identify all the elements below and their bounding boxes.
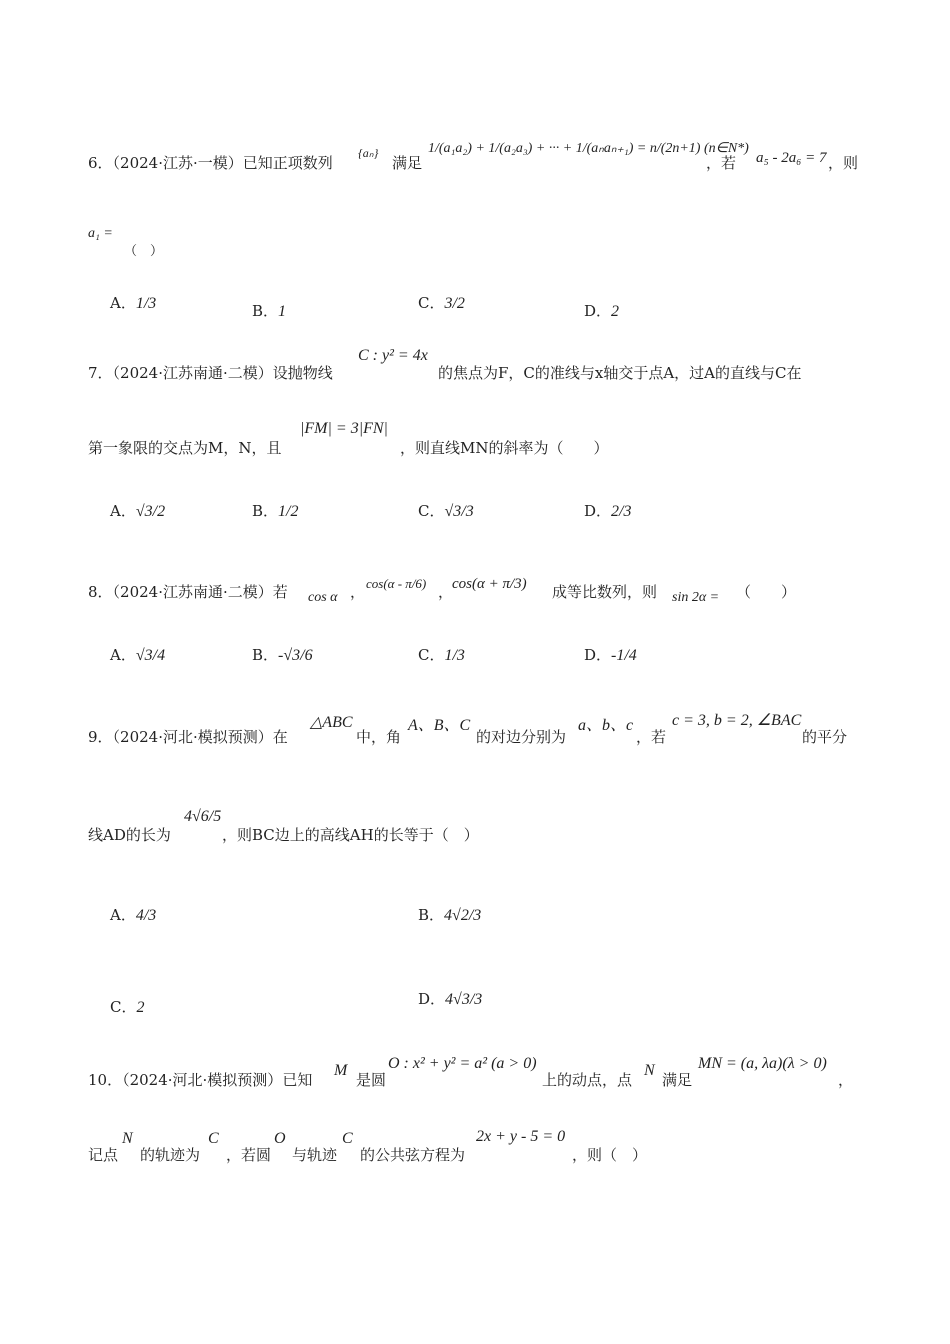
q7-option-b-value: 1/2 (278, 503, 299, 520)
q8-option-a-label: A． (110, 646, 136, 664)
q10-point-m: M (334, 1062, 348, 1079)
q9-option-d[interactable] (418, 988, 482, 1009)
q8-expr-1: cos α (308, 590, 338, 605)
q10-line2-e: 的公共弦方程为 (360, 1146, 466, 1164)
q10-circle: O : x² + y² = a² (a > 0) (388, 1055, 537, 1072)
q9-option-c-label: C． (110, 998, 137, 1016)
q6-text-3: ，若 (706, 154, 737, 172)
q6-option-d-value: 2 (611, 303, 620, 320)
q8-option-d-value: -1/4 (611, 647, 637, 664)
q6-option-a[interactable] (110, 292, 156, 313)
q6-option-b-value: 1 (278, 303, 287, 320)
q10-source: （2024·河北·模拟预测） (122, 1071, 283, 1089)
q9-option-a-label: A． (110, 906, 136, 924)
q9-line1 (88, 726, 288, 747)
q9-option-d-label: D． (418, 990, 446, 1008)
q7-curve: C : y² = 4x (358, 347, 428, 364)
q8-option-c-value: 1/3 (444, 647, 465, 664)
q8-text-1: 若 (272, 583, 288, 601)
q8-sep-1: ， (350, 583, 366, 601)
q7-option-c-label: C． (418, 502, 445, 520)
q8-number: 8． (88, 583, 113, 601)
q7-condition: |FM| = 3|FN| (300, 420, 388, 437)
q9-length: 4√6/5 (184, 808, 222, 825)
q6-option-d[interactable] (584, 300, 619, 321)
q10-vector: MN = (a, λa)(λ > 0) (698, 1055, 827, 1072)
q6-number: 6． (88, 154, 113, 172)
q7-option-b-label: B． (252, 502, 279, 520)
q8-source: （2024·江苏南通·二模） (112, 583, 273, 601)
q8-option-b[interactable] (252, 644, 313, 665)
q9-option-b-value: 4√2/3 (444, 907, 482, 924)
q8-option-d[interactable] (584, 644, 637, 665)
q6-option-d-label: D． (584, 302, 612, 320)
q9-source: （2024·河北·模拟预测） (112, 728, 273, 746)
q6-option-c-label: C． (418, 294, 445, 312)
q10-text-1: 已知 (282, 1071, 313, 1089)
q9-angles: A、B、C (408, 717, 471, 734)
q7-text-1: 设抛物线 (272, 364, 333, 382)
q8-option-c-label: C． (418, 646, 445, 664)
q7-option-d-value: 2/3 (611, 503, 632, 520)
q8-line1 (88, 581, 288, 602)
q6-option-a-value: 1/3 (135, 295, 157, 312)
q10-line2-c: C (208, 1130, 219, 1147)
q9-triangle: △ABC (310, 714, 353, 731)
q9-text-3: 的对边分别为 (476, 728, 567, 746)
q10-text-4: 满足 (662, 1071, 693, 1089)
q10-line2-a: 记点 (88, 1146, 119, 1164)
q8-option-a-value: √3/4 (135, 647, 166, 664)
q9-number: 9． (88, 728, 113, 746)
q9-text-4: ，若 (636, 728, 667, 746)
q6-ask: a₁ = (88, 226, 113, 241)
q8-expr-2: cos(α - π/6) (366, 576, 427, 591)
q8-option-b-label: B． (252, 646, 279, 664)
q7-option-d-label: D． (584, 502, 612, 520)
q10-line2-b: 的轨迹为 (140, 1146, 201, 1164)
q8-option-d-label: D． (584, 646, 612, 664)
q6-source: （2024·江苏·一模） (112, 154, 243, 172)
q9-option-c[interactable] (110, 996, 144, 1017)
q7-number: 7． (88, 364, 113, 382)
q9-condition: c = 3, b = 2, ∠BAC (672, 712, 802, 729)
q9-text-5: 的平分 (802, 728, 848, 746)
q8-option-b-value: -√3/6 (278, 647, 313, 664)
q10-point-n: N (644, 1062, 655, 1079)
q9-option-b-label: B． (418, 906, 445, 924)
q9-option-d-value: 4√3/3 (445, 991, 483, 1008)
q10-text-2: 是圆 (356, 1071, 387, 1089)
q9-option-b[interactable] (418, 904, 481, 925)
q6-paren: （ ） (124, 244, 164, 259)
q8-ask: sin 2α = (672, 590, 720, 605)
q6-option-c-value: 3/2 (444, 295, 465, 312)
q6-line1 (88, 152, 333, 173)
q10-line1 (88, 1069, 312, 1090)
q6-option-c[interactable] (418, 292, 465, 313)
q8-option-a[interactable] (110, 644, 165, 665)
q8-option-c[interactable] (418, 644, 465, 665)
q6-option-a-label: A． (110, 294, 136, 312)
q10-line2-n: N (122, 1130, 133, 1147)
q7-line1 (88, 362, 333, 383)
q7-text-2: 的焦点为F，C的准线与x轴交于点A，过A的直线与C在 (438, 364, 802, 382)
q7-option-b[interactable] (252, 500, 298, 521)
q7-line2b: ，则直线MN的斜率为（ ） (400, 439, 609, 457)
q7-option-d[interactable] (584, 500, 631, 521)
q9-text-1: 在 (272, 728, 288, 746)
q6-text-1: 已知正项数列 (242, 154, 333, 172)
q10-line2-f: ，则（ ） (572, 1146, 648, 1164)
q6-sum-expression: 1/(a₁a₂) + 1/(a₂a₃) + ··· + 1/(aₙaₙ₊₁) = n/(2n+1) (n∈N*) (428, 141, 749, 156)
q10-number: 10． (88, 1071, 123, 1089)
q9-line2a: 线AD的长为 (88, 826, 171, 844)
q8-sep-2: ， (438, 583, 454, 601)
q10-text-3: 上的动点，点 (542, 1071, 633, 1089)
q9-option-a[interactable] (110, 904, 156, 925)
q10-chord: 2x + y - 5 = 0 (476, 1128, 566, 1145)
q9-text-2: 中，角 (356, 728, 402, 746)
q8-paren: （ ） (736, 583, 797, 601)
q9-option-c-value: 2 (136, 999, 145, 1016)
q6-text-2: 满足 (392, 154, 423, 172)
q10-line2-o: O (274, 1130, 286, 1147)
q7-option-a-label: A． (110, 502, 136, 520)
q7-option-c-value: √3/3 (444, 503, 474, 520)
q8-expr-3: cos(α + π/3) (452, 576, 527, 592)
q6-option-b[interactable] (252, 300, 286, 321)
q6-condition: a₅ - 2a₆ = 7 (756, 150, 827, 166)
q6-option-b-label: B． (252, 302, 279, 320)
q6-sequence: {aₙ} (358, 146, 379, 160)
q6-text-4: ，则 (828, 154, 859, 172)
q10-line2-c2: C (342, 1130, 353, 1147)
q9-line2b: ，则BC边上的高线AH的长等于（ ） (222, 826, 479, 844)
q10-text-5: ， (838, 1071, 854, 1089)
q8-text-2: 成等比数列，则 (552, 583, 658, 601)
q7-option-c[interactable] (418, 500, 474, 521)
q7-source: （2024·江苏南通·二模） (112, 364, 273, 382)
q9-option-a-value: 4/3 (135, 907, 157, 924)
q10-line2-d: 与轨迹 (292, 1146, 338, 1164)
q7-line2a: 第一象限的交点为M，N，且 (88, 439, 282, 457)
q7-option-a-value: √3/2 (135, 503, 166, 520)
q9-sides: a、b、c (578, 717, 634, 734)
q10-line2-c-text: ，若圆 (226, 1146, 272, 1164)
q7-option-a[interactable] (110, 500, 165, 521)
